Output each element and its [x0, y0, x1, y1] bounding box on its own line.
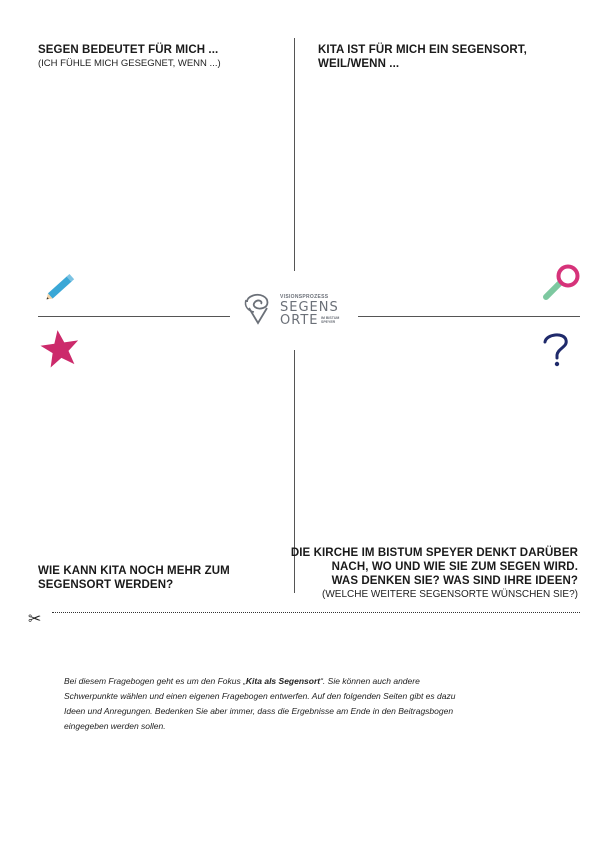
instruction-note: [64, 674, 564, 734]
quadrant-top-right-heading: [318, 43, 527, 71]
note-text-after: “. Sie können auch andere: [320, 676, 420, 686]
note-text-before: Bei diesem Fragebogen geht es um den Fokus „: [64, 676, 246, 686]
instruction-note-line4: eingegeben werden sollen.: [64, 721, 166, 731]
logo-tiny-line1: IM BISTUM: [321, 316, 340, 320]
quadrant-top-right-heading-line1: KITA IST FÜR MICH EIN SEGENSORT,: [318, 44, 527, 56]
vertical-divider-top: [294, 38, 295, 271]
logo-line2: ORTE: [280, 313, 319, 328]
quadrant-bottom-right-heading-line1: DIE KIRCHE IM BISTUM SPEYER DENKT DARÜBER: [290, 547, 578, 559]
star-icon: [40, 328, 80, 368]
note-text-bold: Kita als Segensort: [245, 676, 321, 686]
quadrant-bottom-left-heading-line2: SEGENSORT WERDEN?: [38, 579, 174, 591]
horizontal-divider-left: [38, 316, 230, 317]
instruction-note-line1: [64, 674, 564, 689]
logo-line1: SEGENS: [280, 300, 339, 315]
horizontal-divider-right: [358, 316, 580, 317]
quadrant-bottom-right-heading-line2: NACH, WO UND WIE SIE ZUM SEGEN WIRD.: [331, 561, 578, 573]
scissors-icon: ✂: [28, 609, 42, 628]
cut-line: [52, 612, 580, 613]
quadrant-bottom-left-heading: [38, 564, 230, 592]
quadrant-top-left-subheading: (ICH FÜHLE MICH GESEGNET, WENN ...): [38, 58, 221, 69]
question-mark-icon: [538, 330, 578, 370]
magnifier-icon: [540, 263, 582, 303]
segensorte-logo-mark-icon: [243, 292, 273, 326]
instruction-note-line2: Schwerpunkte wählen und einen eigenen Fragebogen entwerfen. Auf den folgenden Seiten gibt es dazu: [64, 691, 456, 701]
quadrant-top-right-heading-line2: WEIL/WENN ...: [318, 58, 400, 70]
pencil-icon: [42, 270, 80, 304]
segensorte-logo: [243, 290, 343, 330]
quadrant-bottom-right-heading: [278, 546, 578, 588]
logo-tiny-text: [321, 316, 339, 324]
quadrant-bottom-left-heading-line1: WIE KANN KITA NOCH MEHR ZUM: [38, 565, 230, 577]
quadrant-bottom-right-heading-line3: WAS DENKEN SIE? WAS SIND IHRE IDEEN?: [331, 575, 578, 587]
logo-tiny-line2: SPEYER: [321, 320, 336, 324]
quadrant-bottom-right-subheading: (WELCHE WEITERE SEGENSORTE WÜNSCHEN SIE?): [322, 589, 578, 600]
quadrant-top-left-heading: SEGEN BEDEUTET FÜR MICH ...: [38, 44, 219, 56]
instruction-note-line3: Ideen und Anregungen. Bedenken Sie aber immer, dass die Ergebnisse am Ende in den Beitragsbogen: [64, 706, 454, 716]
logo-top-text: VISIONSPROZESS: [280, 294, 329, 300]
